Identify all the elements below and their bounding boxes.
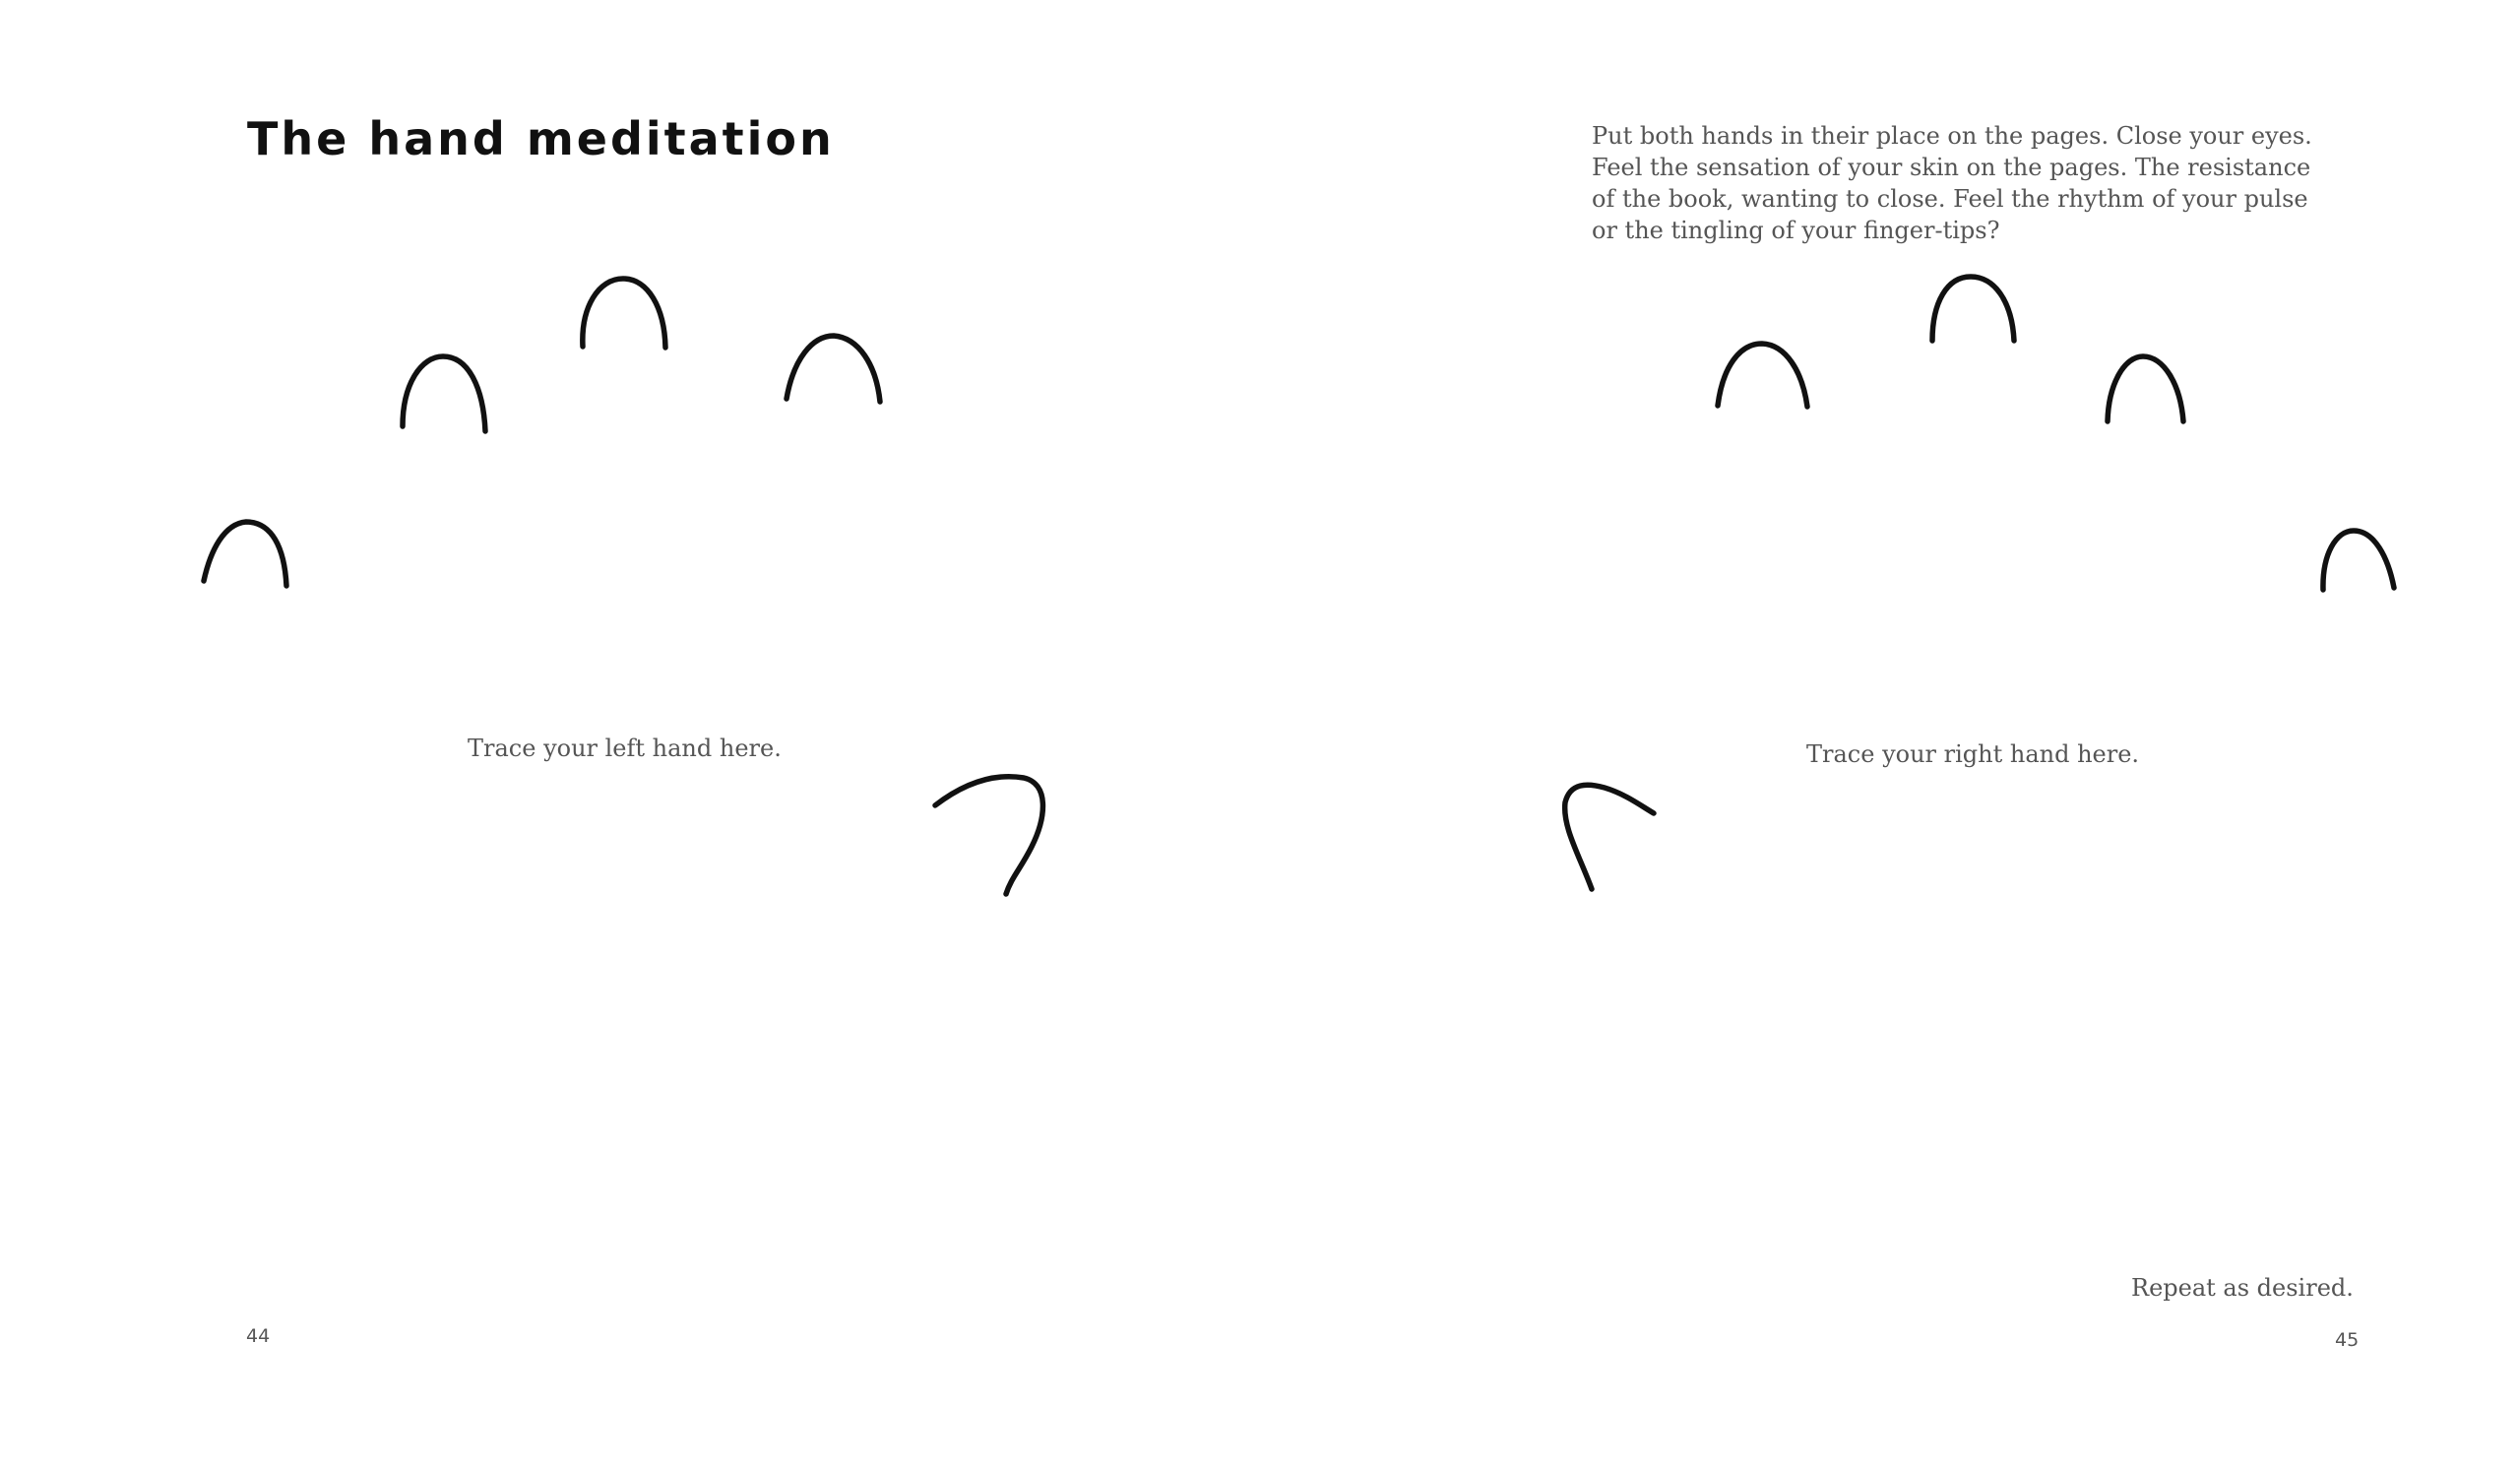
page-title: The hand meditation bbox=[247, 112, 835, 165]
left-index-fingertip-mark bbox=[787, 336, 880, 402]
right-page bbox=[1260, 0, 2520, 1470]
right-middle-fingertip-mark bbox=[1932, 277, 2014, 341]
left-thumb-fingertip-mark bbox=[935, 777, 1042, 894]
closing-note: Repeat as desired. bbox=[2131, 1274, 2354, 1302]
left-pinky-fingertip-mark bbox=[204, 522, 286, 586]
left-middle-fingertip-mark bbox=[583, 279, 665, 348]
right-ring-fingertip-mark bbox=[2108, 356, 2183, 421]
left-hand-caption: Trace your left hand here. bbox=[468, 735, 782, 762]
right-index-fingertip-mark bbox=[1718, 344, 1807, 407]
page-number-left: 44 bbox=[246, 1325, 271, 1347]
instructions-line: Put both hands in their place on the pages. Close your eyes. bbox=[1592, 122, 2312, 150]
page-number-right: 45 bbox=[2335, 1329, 2360, 1351]
right-pinky-fingertip-mark bbox=[2323, 531, 2394, 590]
instructions-line: or the tingling of your finger-tips? bbox=[1592, 217, 2000, 244]
right-hand-caption: Trace your right hand here. bbox=[1806, 740, 2140, 768]
right-hand-outline-marks bbox=[1260, 0, 2520, 1470]
left-ring-fingertip-mark bbox=[403, 356, 485, 431]
instructions-line: of the book, wanting to close. Feel the rhythm of your pulse bbox=[1592, 185, 2308, 213]
instructions-line: Feel the sensation of your skin on the pages. The resistance bbox=[1592, 154, 2311, 181]
right-thumb-fingertip-mark bbox=[1565, 785, 1654, 889]
